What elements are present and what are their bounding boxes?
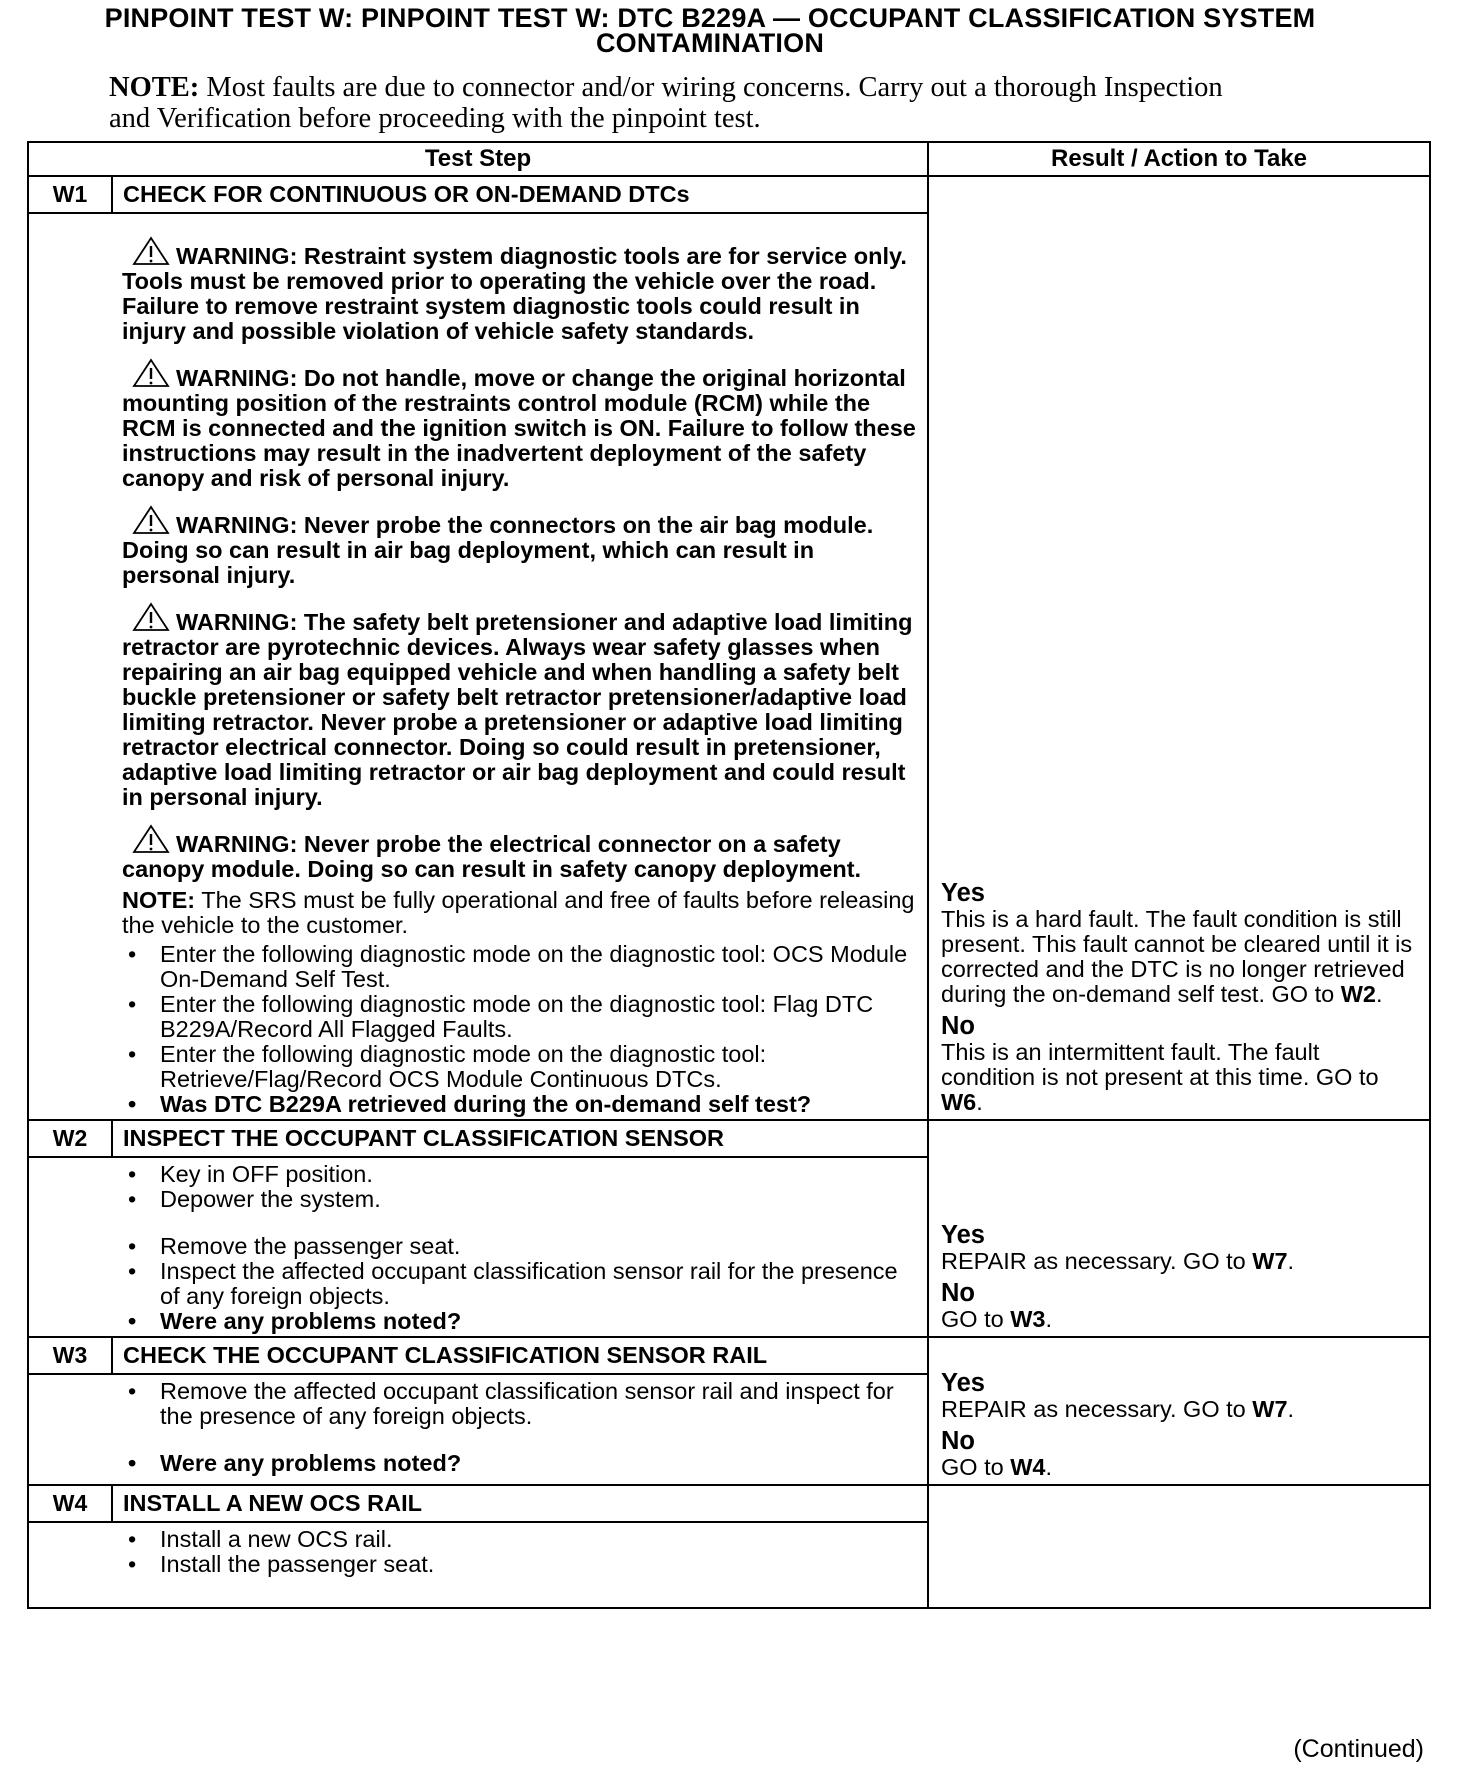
list-item: • Install a new OCS rail. — [122, 1527, 917, 1552]
goto-link[interactable]: W4 — [1010, 1454, 1046, 1480]
step-note: NOTE: The SRS must be fully operational and free of faults before releasing the vehicle to the customer. — [122, 887, 915, 938]
note-text: Most faults are due to connector and/or wiring concerns. Carry out a thorough Inspection and Verification before proceeding with the pinpoint test. — [109, 72, 1223, 134]
step-body — [112, 1522, 928, 1608]
list-item: • Enter the following diagnostic mode on the diagnostic tool: OCS Module On-Demand Self Test. — [122, 942, 917, 992]
step-question: • Were any problems noted? — [122, 1451, 917, 1476]
step-body — [112, 213, 928, 1120]
list-item: • Remove the affected occupant classification sensor rail and inspect for the presence of any foreign objects. — [122, 1379, 917, 1429]
no-action: GO to W4. — [941, 1454, 1052, 1480]
no-label: No — [941, 1279, 975, 1307]
step-title: INSTALL A NEW OCS RAIL — [112, 1485, 928, 1522]
list-item: • Install the passenger seat. — [122, 1552, 917, 1577]
continued-label: (Continued) — [1293, 1735, 1424, 1763]
step-question: • Was DTC B229A retrieved during the on-demand self test? — [122, 1092, 917, 1117]
step-title: CHECK THE OCCUPANT CLASSIFICATION SENSOR RAIL — [112, 1337, 928, 1374]
step-bullets — [122, 1451, 917, 1476]
list-item: • Remove the passenger seat. — [122, 1234, 917, 1259]
result-w4 — [928, 1485, 1430, 1608]
step-question: • Were any problems noted? — [122, 1309, 917, 1334]
list-item: • Enter the following diagnostic mode on the diagnostic tool: Flag DTC B229A/Record All Flagged Faults. — [122, 992, 917, 1042]
warning-block: WARNING: Do not handle, move or change the original horizontal mounting position of the restraints control module (RCM) while the RCM is connected and the ignition switch is ON. Failure to follow these instructions may result in the inadvertent deployment of the safety canopy and risk of personal injury. — [122, 358, 917, 491]
warning-triangle-icon — [132, 505, 170, 535]
warning-triangle-icon — [132, 236, 170, 266]
no-label: No — [941, 1012, 975, 1040]
yes-action: REPAIR as necessary. GO to W7. — [941, 1396, 1295, 1422]
yes-action: This is a hard fault. The fault condition is still present. This fault cannot be cleared until it is corrected and the DTC is no longer retrieved during the on-demand self test. GO to W2. — [941, 906, 1413, 1007]
page-title: PINPOINT TEST W: PINPOINT TEST W: DTC B229A — OCCUPANT CLASSIFICATION SYSTEM CONTAMINATION — [104, 3, 1316, 58]
warning-block: WARNING: Never probe the connectors on the air bag module. Doing so can result in air bag deployment, which can result in personal injury. — [122, 505, 917, 588]
warning-triangle-icon — [132, 824, 170, 854]
result-w1 — [928, 176, 1430, 1120]
step-row-w2 — [28, 1120, 1430, 1157]
goto-link[interactable]: W2 — [1340, 981, 1376, 1007]
step-title: CHECK FOR CONTINUOUS OR ON-DEMAND DTCs — [112, 176, 928, 213]
step-bullets — [122, 1162, 917, 1212]
step-bullets — [122, 1234, 917, 1334]
yes-action: REPAIR as necessary. GO to W7. — [941, 1248, 1295, 1274]
goto-link[interactable]: W7 — [1252, 1396, 1288, 1422]
list-item: • Depower the system. — [122, 1187, 917, 1212]
result-w2 — [928, 1120, 1430, 1337]
yes-label: Yes — [941, 879, 985, 907]
list-item: • Key in OFF position. — [122, 1162, 917, 1187]
goto-link[interactable]: W7 — [1252, 1248, 1288, 1274]
step-bullets — [122, 942, 917, 1117]
warning-block: WARNING: Never probe the electrical connector on a safety canopy module. Doing so can result in safety canopy deployment. — [122, 824, 917, 882]
warning-triangle-icon — [132, 602, 170, 632]
yes-label: Yes — [941, 1369, 985, 1397]
no-action: This is an intermittent fault. The fault condition is not present at this time. GO to W6. — [941, 1039, 1379, 1115]
step-body — [112, 1374, 928, 1485]
step-id: W4 — [28, 1485, 112, 1522]
warning-block: WARNING: The safety belt pretensioner and adaptive load limiting retractor are pyrotechnic devices. Always wear safety glasses when repairing an air bag equipped vehicle and when handling a safety belt buckle pretensioner or safety belt retractor pretensioner/adaptive load limiting retractor. Never probe a pretensioner or adaptive load limiting retractor electrical connector. Doing so could result in pretensioner, adaptive load limiting retractor or air bag deployment and could result in personal injury. — [122, 602, 917, 810]
warning-block: WARNING: Restraint system diagnostic tools are for service only. Tools must be removed prior to operating the vehicle over the road. Failure to remove restraint system diagnostic tools could result in injury and possible violation of vehicle safety standards. — [122, 236, 917, 344]
step-bullets — [122, 1527, 917, 1577]
list-item: • Enter the following diagnostic mode on the diagnostic tool: Retrieve/Flag/Record OCS Module Continuous DTCs. — [122, 1042, 917, 1092]
intro-note — [109, 72, 1259, 134]
goto-link[interactable]: W6 — [941, 1089, 977, 1115]
table-header-row — [28, 142, 1430, 176]
list-item: • Inspect the affected occupant classification sensor rail for the presence of any foreign objects. — [122, 1259, 917, 1309]
step-id: W2 — [28, 1120, 112, 1157]
pinpoint-test-table — [27, 141, 1431, 1609]
no-action: GO to W3. — [941, 1306, 1052, 1332]
step-row-w4 — [28, 1485, 1430, 1522]
goto-link[interactable]: W3 — [1010, 1306, 1046, 1332]
step-row-w1 — [28, 176, 1430, 213]
step-body — [112, 1157, 928, 1337]
step-id: W3 — [28, 1337, 112, 1374]
header-result-action: Result / Action to Take — [928, 142, 1430, 176]
step-bullets — [122, 1379, 917, 1429]
step-id: W1 — [28, 176, 112, 213]
result-w3 — [928, 1337, 1430, 1485]
step-title: INSPECT THE OCCUPANT CLASSIFICATION SENSOR — [112, 1120, 928, 1157]
yes-label: Yes — [941, 1221, 985, 1249]
note-label: NOTE: — [109, 72, 200, 103]
header-test-step: Test Step — [28, 142, 928, 176]
warning-triangle-icon — [132, 358, 170, 388]
no-label: No — [941, 1427, 975, 1455]
step-row-w3 — [28, 1337, 1430, 1374]
